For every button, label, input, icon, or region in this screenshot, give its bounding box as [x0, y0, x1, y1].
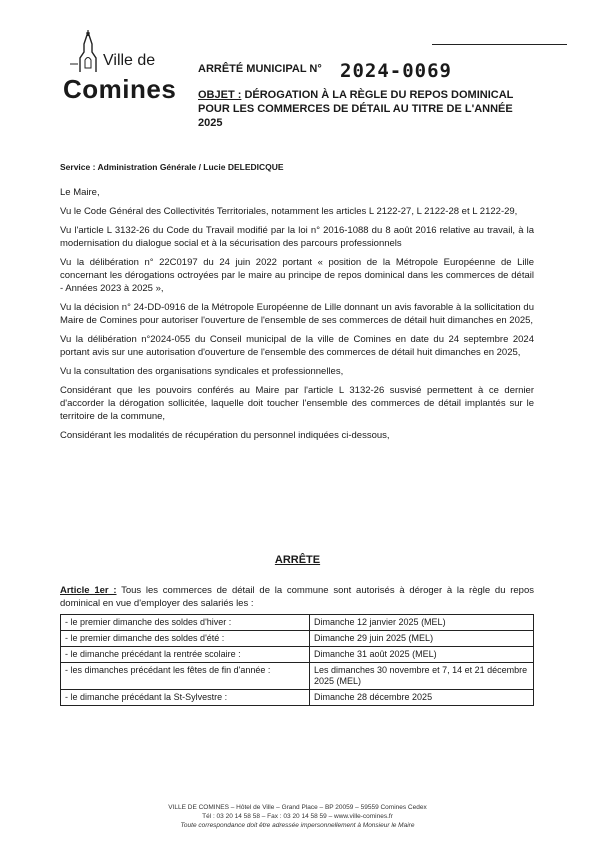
body-paragraph: Vu la consultation des organisations syndicales et professionnelles, [60, 366, 344, 377]
body-paragraph: Vu la délibération n° 22C0197 du 24 juin 2022 portant « position de la Métropole Européenne de Lille concernant les dérogations octroyées par le maire au principe de repos dominical dans les commerces de détail - Années 2023 à 2025 », [60, 257, 534, 294]
arrete-label: ARRÊTÉ MUNICIPAL N° [198, 63, 322, 75]
body-paragraph: Vu le Code Général des Collectivités Territoriales, notamment les articles L 2122-27, L 2122-28 et L 2122-29, [60, 206, 518, 217]
table-row [61, 690, 534, 706]
article-1-label: Article 1er : [60, 585, 117, 596]
logo-city-name: Comines [63, 74, 177, 104]
objet-text: DÉROGATION À LA RÈGLE DU REPOS DOMINICAL POUR LES COMMERCES DE DÉTAIL AU TITRE DE L'ANNÉE 2025 [198, 89, 514, 129]
logo-city-label: Ville de [103, 52, 156, 69]
date-cell: Les dimanches 30 novembre et 7, 14 et 21 décembre 2025 (MEL) [310, 663, 534, 690]
arrete-number: 2024-0069 [340, 60, 452, 82]
body-paragraph: Vu la délibération n°2024-055 du Conseil municipal de la ville de Comines en date du 24 septembre 2024 portant avis sur une autorisation d'ouverture de l'ensemble des commerces de détail huit dimanches en 2025, [60, 334, 534, 358]
footer-notice: Toute correspondance doit être adressée impersonnellement à Monsieur le Maire [180, 822, 415, 829]
body-paragraph: Vu la décision n° 24-DD-0916 de la Métropole Européenne de Lille donnant un avis favorable à la sollicitation du Maire de Comines pour autoriser l'ouverture de l'ensemble de ses commerces de détail huit dimanches en 2025, [60, 302, 534, 326]
table-row [61, 615, 534, 631]
body-paragraph: Considérant que les pouvoirs conférés au Maire par l'article L 3132-26 susvisé permettent à ce dernier d'accorder la dérogation sollicitée, laquelle doit toucher l'ensemble des commerces de détail implantés sur le territoire de la commune, [60, 385, 534, 422]
date-cell: Dimanche 28 décembre 2025 [310, 690, 534, 706]
date-cell: Dimanche 29 juin 2025 (MEL) [310, 631, 534, 647]
header-rule [432, 44, 567, 45]
objet-label: OBJET : [198, 89, 242, 101]
article-1 [60, 584, 534, 610]
date-cell: Dimanche 12 janvier 2025 (MEL) [310, 615, 534, 631]
occasion-cell: - le premier dimanche des soldes d'été : [61, 631, 310, 647]
body-paragraph: Le Maire, [60, 187, 100, 198]
occasion-cell: - le dimanche précédant la St-Sylvestre : [61, 690, 310, 706]
table-row [61, 631, 534, 647]
objet-heading [198, 88, 528, 130]
table-row [61, 663, 534, 690]
body-text [60, 186, 534, 448]
footer [0, 803, 595, 830]
arrete-title: ARRÊTE [274, 554, 321, 566]
footer-contact: Tél : 03 20 14 58 58 – Fax : 03 20 14 58 59 – www.ville-comines.fr [202, 813, 393, 820]
body-paragraph: Vu l'article L 3132-26 du Code du Travail modifié par la loi n° 2016-1088 du 8 août 2016 relative au travail, à la modernisation du dialogue social et à la sécurisation des parcours professionnels [60, 225, 534, 249]
date-cell: Dimanche 31 août 2025 (MEL) [310, 647, 534, 663]
body-paragraph: Considérant les modalités de récupération du personnel indiquées ci-dessous, [60, 430, 390, 441]
sunday-dates-table [60, 614, 534, 706]
occasion-cell: - le premier dimanche des soldes d'hiver : [61, 615, 310, 631]
table-row [61, 647, 534, 663]
service-line: Service : Administration Générale / Lucie DELEDICQUE [60, 162, 284, 172]
footer-address: VILLE DE COMINES – Hôtel de Ville – Grand Place – BP 20059 – 59559 Comines Cedex [168, 804, 427, 811]
occasion-cell: - les dimanches précédant les fêtes de fin d'année : [61, 663, 310, 690]
occasion-cell: - le dimanche précédant la rentrée scolaire : [61, 647, 310, 663]
article-1-text: Tous les commerces de détail de la commune sont autorisés à déroger à la règle du repos dominical en vue d'employer des salariés les : [60, 585, 534, 609]
